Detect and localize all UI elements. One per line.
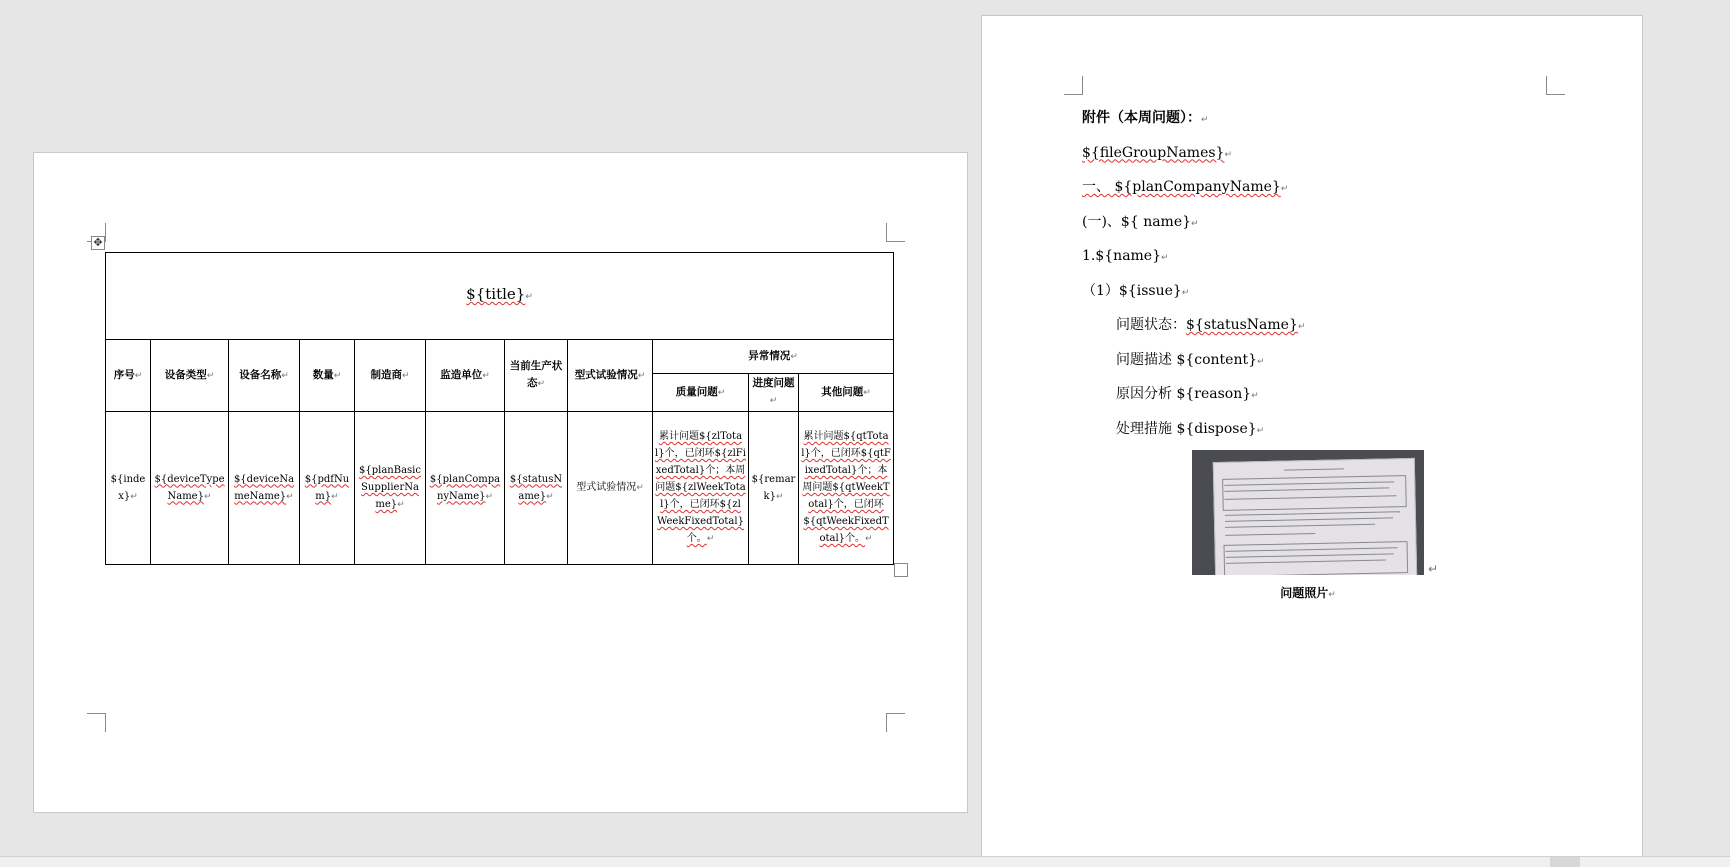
table-title: ${title} (466, 285, 526, 303)
cell-manufacturer[interactable]: ${planBasicSupplierName}↵ (355, 412, 426, 565)
header-current-status[interactable]: 当前生产状态↵ (505, 340, 568, 412)
header-quality[interactable]: 质量问题↵ (653, 374, 749, 412)
header-type-test[interactable]: 型式试验情况↵ (568, 340, 653, 412)
portrait-page (981, 15, 1643, 867)
cell-other[interactable]: 累计问题${qtTotal}个，已闭环${qtFixedTotal}个；本周问题${qtWeekTotal}个，已闭环${qtWeekFixedTotal}个。↵ (799, 412, 894, 565)
landscape-page (33, 152, 968, 813)
issue-photo[interactable] (1192, 450, 1424, 575)
cell-device-type[interactable]: ${deviceTypeName}↵ (151, 412, 229, 565)
cell-index[interactable]: ${index}↵ (106, 412, 151, 565)
attachment-heading[interactable]: 附件（本周问题）：↵ (1082, 110, 1209, 126)
table-move-handle[interactable]: ✥ (91, 236, 105, 250)
status-bar (0, 856, 1730, 867)
header-abnormal[interactable]: 异常情况↵ (653, 340, 894, 374)
cell-quality[interactable]: 累计问题${zlTotal}个，已闭环${zlFixedTotal}个；本周问题${zlWeekTotal}个，已闭环${zlWeekFixedTotal}个。↵ (653, 412, 749, 565)
cell-supervisor[interactable]: ${planCompanyName}↵ (426, 412, 505, 565)
content-field-line[interactable]: 问题描述 ${content}↵ (1116, 351, 1265, 368)
reason-field-line[interactable]: 原因分析 ${reason}↵ (1116, 386, 1259, 402)
header-device-name[interactable]: 设备名称↵ (229, 340, 300, 412)
crop-mark-top-right (886, 223, 905, 242)
header-manufacturer[interactable]: 制造商↵ (355, 340, 426, 412)
item-name-line[interactable]: 1.${name}↵ (1082, 248, 1169, 264)
table-resize-handle[interactable] (894, 563, 908, 577)
file-group-names-line[interactable]: ${fileGroupNames}↵ (1082, 144, 1232, 161)
header-progress[interactable]: 进度问题↵ (749, 374, 799, 412)
report-table-container (105, 252, 894, 565)
crop-mark-top-left (1064, 76, 1083, 95)
photo-caption[interactable]: 问题照片↵ (1280, 586, 1336, 600)
header-index[interactable]: 序号↵ (106, 340, 151, 412)
crop-mark-bottom-right (886, 713, 905, 732)
header-device-type[interactable]: 设备类型↵ (151, 340, 229, 412)
crop-mark-top-right (1546, 76, 1565, 95)
issue-line[interactable]: （1）${issue}↵ (1082, 282, 1190, 299)
status-field-line[interactable]: 问题状态：${statusName}↵ (1116, 317, 1306, 333)
cell-device-name[interactable]: ${deviceNameName}↵ (229, 412, 300, 565)
section-name-line[interactable]: (一)、${ name}↵ (1082, 213, 1199, 230)
table-row (106, 412, 894, 565)
report-table[interactable] (105, 252, 894, 565)
photo-paragraph-mark: ↵ (1428, 562, 1439, 576)
photo-document-sheet (1213, 458, 1417, 575)
cell-progress[interactable]: ${remark}↵ (749, 412, 799, 565)
header-supervisor[interactable]: 监造单位↵ (426, 340, 505, 412)
header-quantity[interactable]: 数量↵ (300, 340, 355, 412)
attachment-body (1082, 101, 1562, 446)
cell-quantity[interactable]: ${pdfNum}↵ (300, 412, 355, 565)
header-other[interactable]: 其他问题↵ (799, 374, 894, 412)
cell-type-test[interactable]: 型式试验情况↵ (568, 412, 653, 565)
crop-mark-bottom-left (87, 713, 106, 732)
dispose-field-line[interactable]: 处理措施 ${dispose}↵ (1116, 420, 1265, 437)
cell-current-status[interactable]: ${statusName}↵ (505, 412, 568, 565)
table-title-cell[interactable]: ${title}↵ (106, 253, 894, 340)
plan-company-line[interactable]: 一、 ${planCompanyName}↵ (1082, 179, 1289, 195)
